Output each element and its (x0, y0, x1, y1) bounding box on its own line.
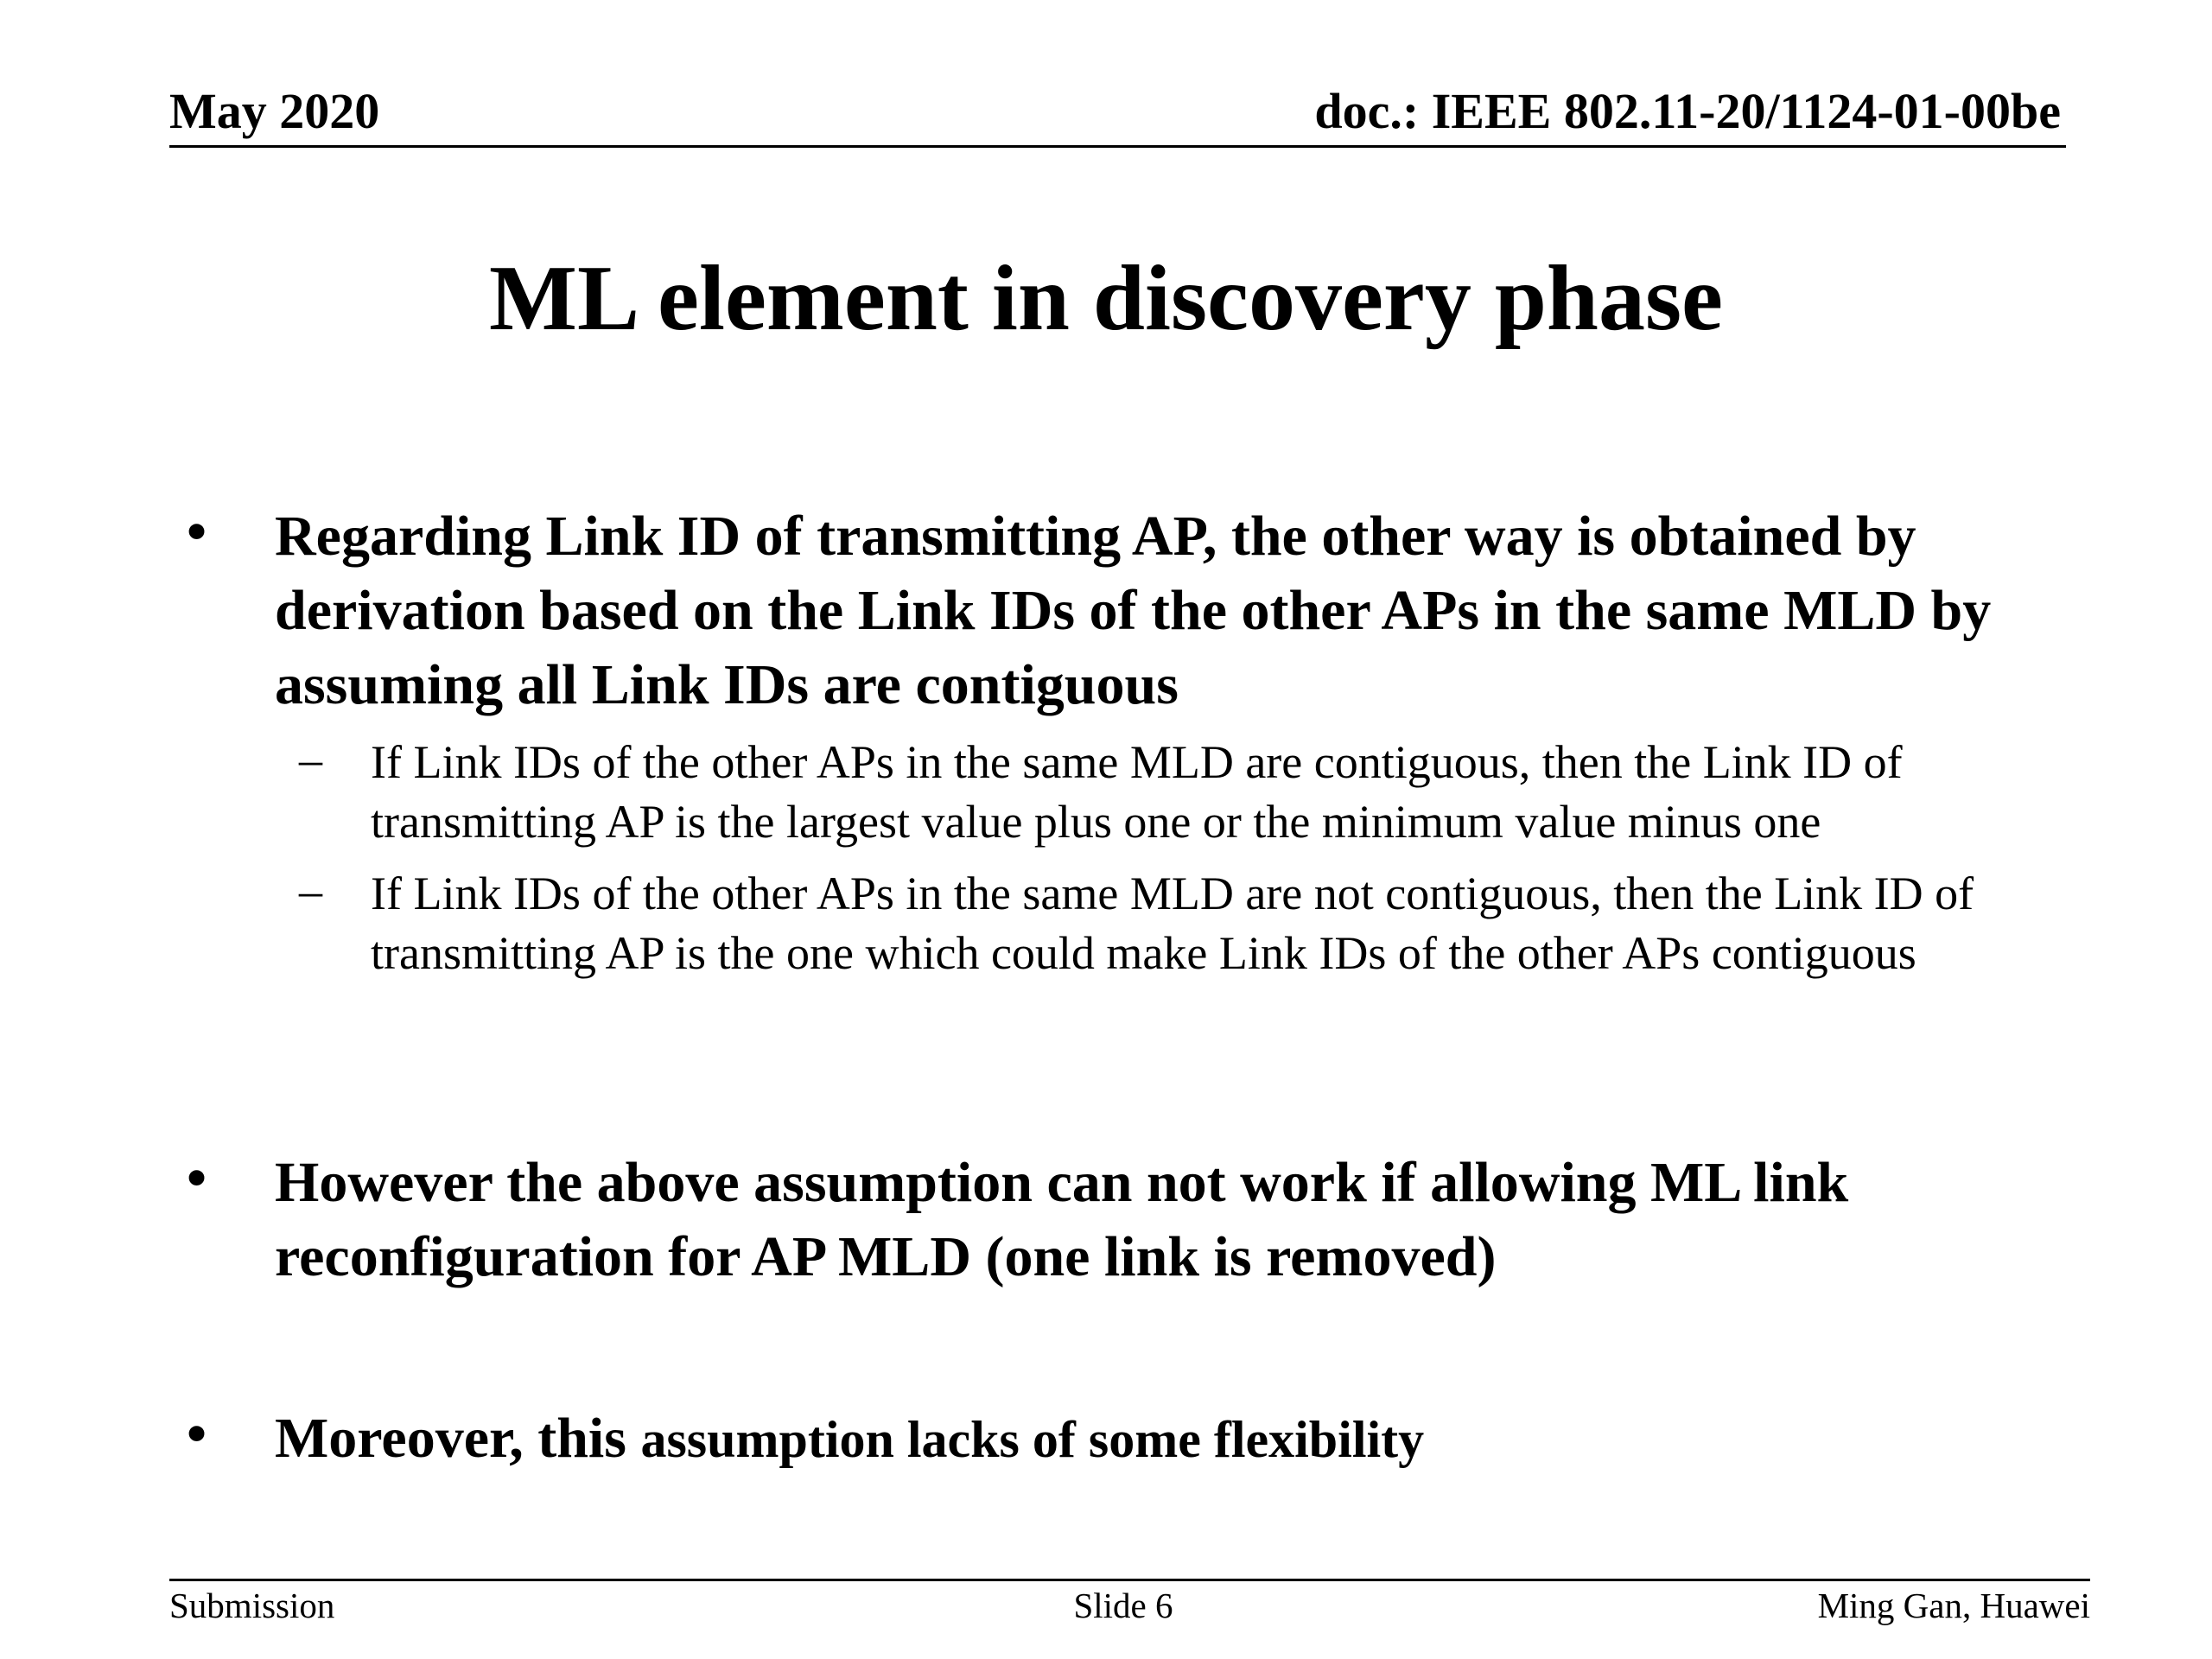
header-date: May 2020 (169, 83, 380, 139)
bullet-marker: • (187, 1402, 207, 1465)
bullet-text: Regarding Link ID of transmitting AP, the other way is obtained by derivation based on the Link IDs of the other APs in the same MLD by assuming all Link IDs are contiguous (275, 505, 1992, 716)
sub-bullet-marker: – (299, 734, 322, 785)
bullet-marker: • (187, 500, 207, 563)
bullet-text (275, 1402, 2027, 1477)
footer-submission: Submission (169, 1586, 335, 1625)
bullet-marker: • (187, 1147, 207, 1210)
sub-bullet-text: If Link IDs of the other APs in the same MLD are contiguous, then the Link ID of transmitting AP is the largest value plus one or the minimum value minus one (371, 736, 1903, 848)
sub-bullet-item-1 (299, 733, 2036, 852)
bullet-item-1 (169, 499, 2027, 722)
sub-bullet-text: If Link IDs of the other APs in the same MLD are not contiguous, then the Link ID of transmitting AP is the one which could make Link IDs of the other APs contiguous (371, 868, 1974, 979)
footer-divider (169, 1579, 2090, 1581)
header-doc-id: doc.: IEEE 802.11-20/1124-01-00be (1314, 83, 2061, 139)
slide-title: ML element in discovery phase (489, 247, 1723, 350)
bullet-text-lead: Moreover, this (275, 1407, 641, 1470)
bullet-item-3 (169, 1402, 2027, 1477)
bullet-text: However the above assumption can not work if allowing ML link reconfiguration for AP MLD (one link is removed) (275, 1151, 1849, 1288)
footer-author: Ming Gan, Huawei (1817, 1586, 2090, 1625)
bullet-text-rest: assumption lacks of some flexibility (640, 1411, 1425, 1468)
sub-bullet-item-2 (299, 864, 2036, 983)
header-divider (169, 145, 2066, 148)
bullet-item-2 (169, 1146, 2027, 1294)
sub-bullet-marker: – (299, 865, 322, 917)
footer-slide-number: Slide 6 (1073, 1586, 1173, 1625)
